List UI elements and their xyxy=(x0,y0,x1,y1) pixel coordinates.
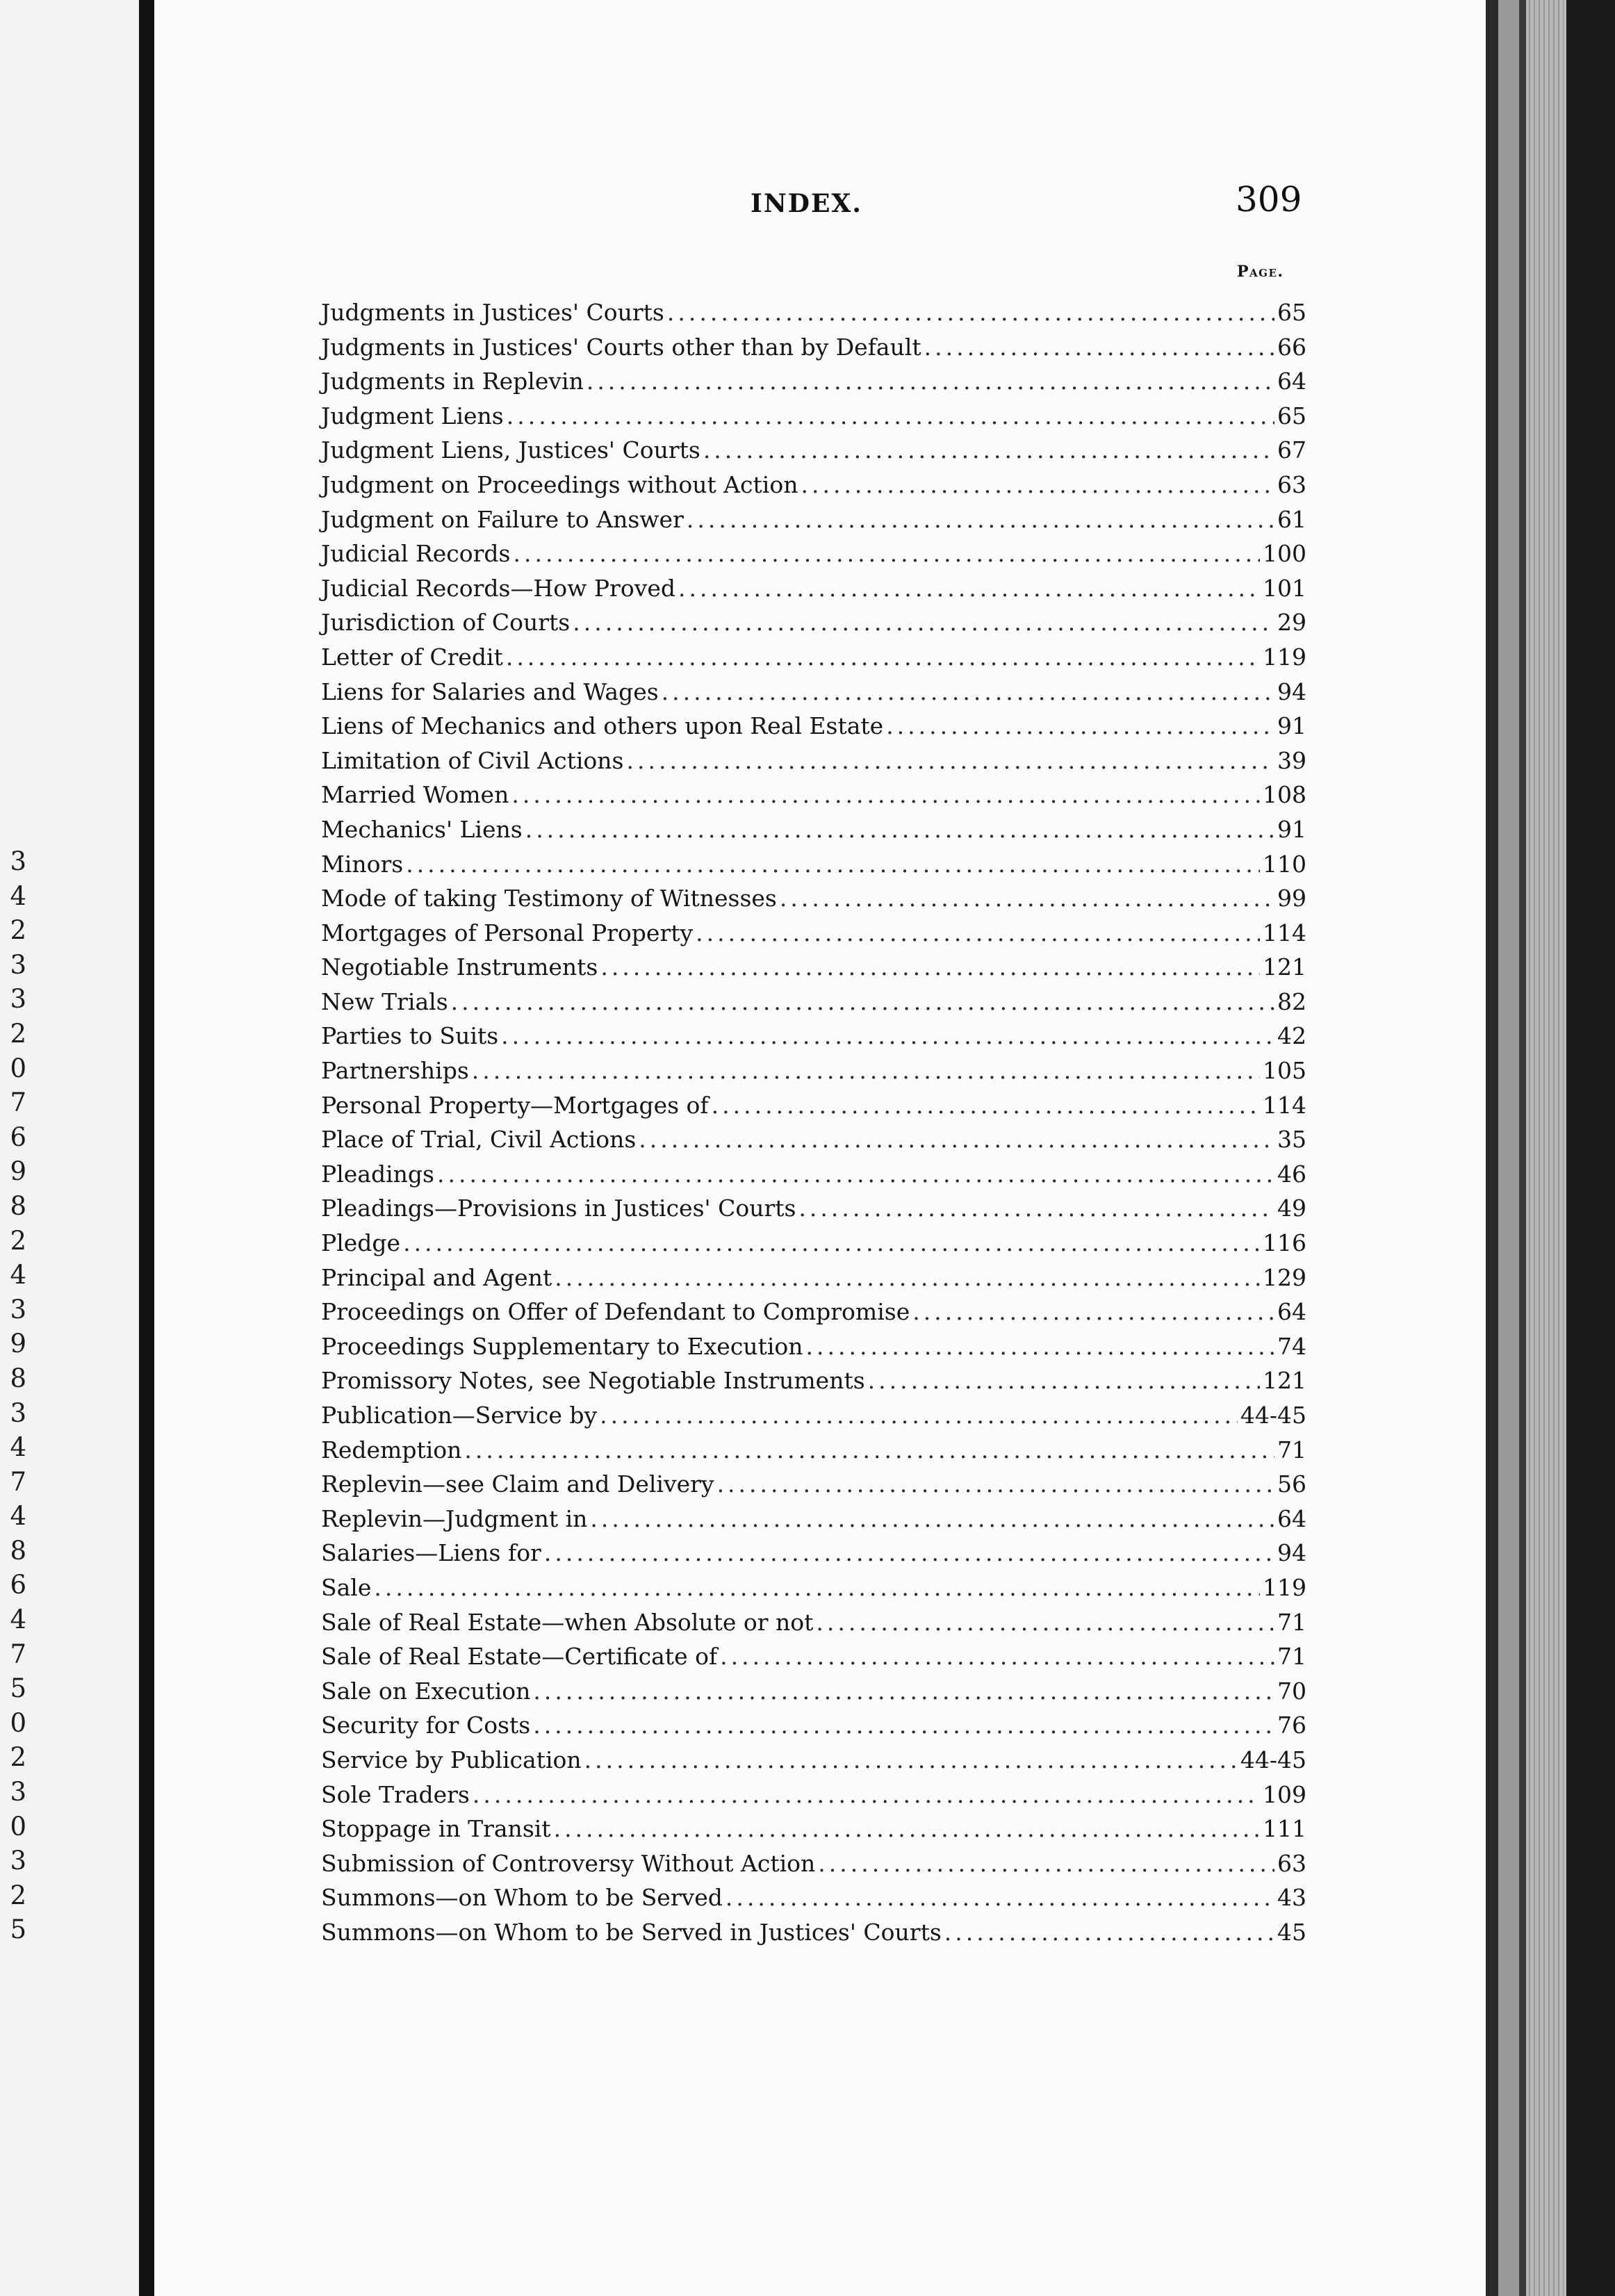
facing-page-number: 6 xyxy=(10,1570,26,1600)
index-entry xyxy=(321,1743,1306,1778)
dot-leader xyxy=(924,330,1274,365)
index-entry xyxy=(321,468,1306,502)
index-entry-label: Judgment on Proceedings without Action xyxy=(321,470,798,498)
index-entry-page: 39 xyxy=(1277,746,1306,774)
index-entry-label: Judgment Liens, Justices' Courts xyxy=(321,436,700,464)
facing-page-number: 3 xyxy=(10,1294,26,1325)
index-entry-page: 66 xyxy=(1277,333,1306,361)
index-entry xyxy=(321,1226,1306,1261)
index-entry-page: 35 xyxy=(1277,1126,1306,1154)
dot-leader xyxy=(818,1846,1274,1881)
index-entry-label: Jurisdiction of Courts xyxy=(321,609,571,637)
index-entry-label: Publication—Service by xyxy=(321,1402,598,1429)
facing-page-numbers xyxy=(0,844,26,2296)
index-entry xyxy=(321,1880,1306,1915)
dot-leader xyxy=(406,847,1260,882)
index-entry-page: 121 xyxy=(1263,953,1306,981)
index-entry xyxy=(321,812,1306,847)
facing-page-number: 6 xyxy=(10,1122,26,1152)
index-entry xyxy=(321,1088,1306,1123)
facing-page-number: 5 xyxy=(10,1914,26,1945)
dot-leader xyxy=(506,640,1260,675)
dot-leader xyxy=(403,1226,1260,1261)
index-entry-label: Sole Traders xyxy=(321,1780,470,1808)
index-entry-label: Submission of Controversy Without Action xyxy=(321,1849,816,1877)
index-entry xyxy=(321,502,1306,537)
index-entry xyxy=(321,916,1306,951)
facing-page-number: 3 xyxy=(10,1397,26,1428)
index-entry-label: Sale on Execution xyxy=(321,1677,531,1705)
dot-leader xyxy=(798,1191,1274,1226)
index-entry-page: 44-45 xyxy=(1240,1402,1306,1429)
index-entry-label: Sale of Real Estate—when Absolute or not xyxy=(321,1608,814,1636)
dot-leader xyxy=(626,744,1274,778)
book-edge xyxy=(1566,0,1615,2296)
index-entry xyxy=(321,1363,1306,1398)
index-entry xyxy=(321,881,1306,916)
facing-page-number: 3 xyxy=(10,1777,26,1807)
index-entry-page: 71 xyxy=(1277,1608,1306,1636)
dot-leader xyxy=(473,1778,1260,1812)
index-entry-label: Mortgages of Personal Property xyxy=(321,919,694,946)
index-entry-label: Personal Property—Mortgages of xyxy=(321,1091,709,1119)
index-entry xyxy=(321,1915,1306,1950)
index-entry-page: 119 xyxy=(1263,643,1306,671)
index-entry-label: Judgment Liens xyxy=(321,402,504,429)
running-head: INDEX. xyxy=(751,189,862,218)
index-entry xyxy=(321,1639,1306,1674)
dot-leader xyxy=(600,1398,1238,1433)
facing-page-number xyxy=(0,2016,26,2051)
dot-leader xyxy=(780,881,1274,916)
index-entry xyxy=(321,1536,1306,1571)
dot-leader xyxy=(533,1708,1274,1743)
dot-leader xyxy=(501,1019,1274,1053)
index-entry-label: Letter of Credit xyxy=(321,643,503,671)
page-stack-lines xyxy=(1529,0,1564,2296)
index-entry-page: 43 xyxy=(1277,1884,1306,1912)
index-entry-label: Judgment on Failure to Answer xyxy=(321,505,684,533)
index-entry-label: Judgments in Replevin xyxy=(321,368,584,395)
facing-page-number: 4 xyxy=(10,1605,26,1635)
book-edge xyxy=(1486,0,1498,2296)
facing-page-number: 9 xyxy=(10,1329,26,1359)
dot-leader xyxy=(912,1295,1274,1329)
dot-leader xyxy=(587,364,1274,399)
dot-leader xyxy=(806,1329,1275,1364)
index-entry-label: Judgments in Justices' Courts xyxy=(321,299,664,326)
index-entry xyxy=(321,985,1306,1019)
index-entry-page: 64 xyxy=(1277,1504,1306,1532)
index-entry-page: 108 xyxy=(1263,781,1306,809)
facing-page-number: 4 xyxy=(10,1432,26,1463)
index-entry xyxy=(321,744,1306,778)
facing-page-number: 2 xyxy=(10,1018,26,1049)
index-entry-page: 94 xyxy=(1277,1539,1306,1567)
index-entry-page: 91 xyxy=(1277,815,1306,843)
index-entry xyxy=(321,1571,1306,1605)
facing-page-number xyxy=(0,2223,26,2258)
index-entry-page: 63 xyxy=(1277,470,1306,498)
index-entry-page: 64 xyxy=(1277,368,1306,395)
index-entry-page: 82 xyxy=(1277,987,1306,1015)
index-entry-label: Summons—on Whom to be Served in Justices' Courts xyxy=(321,1918,942,1946)
index-entry xyxy=(321,605,1306,640)
index-entry-page: 111 xyxy=(1263,1815,1306,1843)
facing-page-number: 8 xyxy=(10,1190,26,1221)
index-entry-page: 70 xyxy=(1277,1677,1306,1705)
dot-leader xyxy=(816,1605,1274,1640)
index-entry-label: Liens of Mechanics and others upon Real Estate xyxy=(321,712,884,740)
index-entry xyxy=(321,778,1306,812)
index-entry xyxy=(321,1157,1306,1192)
index-entry-page: 114 xyxy=(1263,1091,1306,1119)
index-entry xyxy=(321,1605,1306,1640)
facing-page-number: 9 xyxy=(10,1156,26,1187)
dot-leader xyxy=(525,812,1274,847)
index-entry-page: 99 xyxy=(1277,885,1306,912)
index-entry xyxy=(321,1674,1306,1709)
index-entry-label: Mechanics' Liens xyxy=(321,815,523,843)
dot-leader xyxy=(437,1157,1274,1192)
index-entry-page: 74 xyxy=(1277,1332,1306,1360)
facing-page-number: 2 xyxy=(10,1880,26,1910)
index-entry-label: Place of Trial, Civil Actions xyxy=(321,1126,637,1154)
index-entry xyxy=(321,1191,1306,1226)
index-entry xyxy=(321,1708,1306,1743)
index-entry-label: Pleadings—Provisions in Justices' Courts xyxy=(321,1195,796,1222)
index-entry-label: Proceedings on Offer of Defendant to Compromise xyxy=(321,1298,910,1326)
facing-page-number: 3 xyxy=(10,949,26,980)
index-entry xyxy=(321,295,1306,330)
index-entry-page: 64 xyxy=(1277,1298,1306,1326)
dot-leader xyxy=(801,468,1274,502)
index-entry-page: 71 xyxy=(1277,1436,1306,1463)
index-entry xyxy=(321,1467,1306,1502)
dot-leader xyxy=(544,1536,1274,1571)
index-entry-label: Stoppage in Transit xyxy=(321,1815,551,1843)
facing-page-number: 4 xyxy=(10,1501,26,1532)
book-edge xyxy=(1519,0,1526,2296)
index-entry-page: 63 xyxy=(1277,1849,1306,1877)
facing-page-number xyxy=(0,2051,26,2085)
index-entry-page: 94 xyxy=(1277,678,1306,705)
index-entry-label: Proceedings Supplementary to Execution xyxy=(321,1332,803,1360)
index-entry xyxy=(321,950,1306,985)
index-entry xyxy=(321,1502,1306,1536)
dot-leader xyxy=(662,675,1274,710)
index-entry-page: 29 xyxy=(1277,609,1306,637)
dot-leader xyxy=(464,1433,1274,1468)
facing-page-number: 4 xyxy=(10,1260,26,1290)
facing-page-number: 3 xyxy=(10,846,26,876)
index-entry-page: 121 xyxy=(1263,1367,1306,1395)
facing-page-number: 7 xyxy=(10,1088,26,1118)
index-entry-label: Judicial Records xyxy=(321,540,511,568)
index-entry-page: 42 xyxy=(1277,1022,1306,1050)
index-entry-page: 116 xyxy=(1263,1229,1306,1257)
index-entry xyxy=(321,1398,1306,1433)
page-number: 309 xyxy=(1236,179,1302,220)
dot-leader xyxy=(886,709,1274,744)
index-entry-label: Replevin—Judgment in xyxy=(321,1504,588,1532)
book-gutter xyxy=(139,0,154,2296)
dot-leader xyxy=(584,1743,1238,1778)
dot-leader xyxy=(374,1571,1260,1605)
index-entry-page: 49 xyxy=(1277,1195,1306,1222)
index-entry xyxy=(321,330,1306,365)
facing-page-edge xyxy=(0,0,139,2296)
index-entry-label: Pledge xyxy=(321,1229,401,1257)
dot-leader xyxy=(712,1088,1260,1123)
index-entry-label: Parties to Suits xyxy=(321,1022,499,1050)
facing-page-number xyxy=(0,1982,26,2017)
index-entry-label: Judgments in Justices' Courts other than by Default xyxy=(321,333,921,361)
dot-leader xyxy=(720,1639,1274,1674)
facing-page-number: 0 xyxy=(10,1707,26,1738)
index-entry-page: 46 xyxy=(1277,1160,1306,1188)
dot-leader xyxy=(472,1053,1260,1088)
index-entry-label: Married Women xyxy=(321,781,509,809)
dot-leader xyxy=(639,1122,1274,1157)
index-entry-page: 105 xyxy=(1263,1057,1306,1085)
dot-leader xyxy=(696,916,1260,951)
index-entry-page: 76 xyxy=(1277,1712,1306,1739)
dot-leader xyxy=(667,295,1274,330)
index-entry-label: Liens for Salaries and Wages xyxy=(321,678,659,705)
index-entry-page: 101 xyxy=(1263,574,1306,602)
index-entry xyxy=(321,1812,1306,1846)
dot-leader xyxy=(725,1880,1274,1915)
facing-page-number: 0 xyxy=(10,1811,26,1842)
facing-page-number: 4 xyxy=(10,880,26,911)
dot-leader xyxy=(678,571,1260,606)
facing-page-number xyxy=(0,2085,26,2119)
index-entry-page: 45 xyxy=(1277,1918,1306,1946)
index-entry-label: Replevin—see Claim and Delivery xyxy=(321,1470,714,1498)
index-entry xyxy=(321,1261,1306,1295)
index-entry-label: Sale of Real Estate—Certificate of xyxy=(321,1643,718,1671)
index-entry xyxy=(321,847,1306,882)
index-entry-page: 71 xyxy=(1277,1643,1306,1671)
index-entry-page: 65 xyxy=(1277,299,1306,326)
dot-leader xyxy=(511,778,1260,812)
dot-leader xyxy=(507,399,1274,434)
index-entry-label: New Trials xyxy=(321,987,448,1015)
dot-leader xyxy=(573,605,1274,640)
index-entry-label: Service by Publication xyxy=(321,1746,582,1773)
index-entry-page: 91 xyxy=(1277,712,1306,740)
index-entry xyxy=(321,1019,1306,1053)
facing-page-number: 3 xyxy=(10,1846,26,1876)
index-entry-label: Promissory Notes, see Negotiable Instruments xyxy=(321,1367,865,1395)
facing-page-number: 2 xyxy=(10,1742,26,1773)
index-entry-label: Mode of taking Testimony of Witnesses xyxy=(321,885,777,912)
index-entry-label: Partnerships xyxy=(321,1057,469,1085)
index-entry xyxy=(321,1053,1306,1088)
index-entry xyxy=(321,1846,1306,1881)
index-entry-page: 114 xyxy=(1263,919,1306,946)
index-entry xyxy=(321,709,1306,744)
facing-page-number: 0 xyxy=(10,1053,26,1083)
index-entry-page: 110 xyxy=(1263,850,1306,878)
index-entry-label: Limitation of Civil Actions xyxy=(321,746,624,774)
dot-leader xyxy=(600,950,1260,985)
index-entry-page: 44-45 xyxy=(1240,1746,1306,1773)
index-entry-page: 67 xyxy=(1277,436,1306,464)
facing-page-number: 2 xyxy=(10,915,26,946)
index-entry xyxy=(321,399,1306,434)
index-entry xyxy=(321,1433,1306,1468)
dot-leader xyxy=(868,1363,1260,1398)
index-entries xyxy=(321,295,1306,1950)
facing-page-number xyxy=(0,2257,26,2292)
index-entry xyxy=(321,1122,1306,1157)
facing-page-number xyxy=(0,2154,26,2189)
dot-leader xyxy=(451,985,1274,1019)
index-entry-page: 56 xyxy=(1277,1470,1306,1498)
index-entry xyxy=(321,536,1306,571)
dot-leader xyxy=(533,1674,1274,1709)
index-entry-label: Sale xyxy=(321,1573,372,1601)
index-entry-label: Summons—on Whom to be Served xyxy=(321,1884,723,1912)
index-entry-page: 119 xyxy=(1263,1573,1306,1601)
index-entry xyxy=(321,1778,1306,1812)
facing-page-number: 3 xyxy=(10,984,26,1015)
dot-leader xyxy=(555,1261,1260,1295)
index-entry-page: 100 xyxy=(1263,540,1306,568)
dot-leader xyxy=(554,1812,1260,1846)
facing-page-number xyxy=(0,2188,26,2223)
facing-page-number xyxy=(0,2119,26,2154)
index-entry-label: Judicial Records—How Proved xyxy=(321,574,676,602)
index-entry-page: 61 xyxy=(1277,505,1306,533)
page-column-heading: Page. xyxy=(1237,263,1284,281)
facing-page-number xyxy=(0,2292,26,2296)
index-entry-label: Redemption xyxy=(321,1436,462,1463)
index-entry-label: Minors xyxy=(321,850,404,878)
index-entry-label: Principal and Agent xyxy=(321,1263,552,1291)
facing-page-number: 7 xyxy=(10,1639,26,1669)
index-entry-label: Security for Costs xyxy=(321,1712,531,1739)
index-entry xyxy=(321,1329,1306,1364)
dot-leader xyxy=(513,536,1260,571)
index-entry xyxy=(321,1295,1306,1329)
facing-page-number: 5 xyxy=(10,1673,26,1704)
index-entry-label: Salaries—Liens for xyxy=(321,1539,541,1567)
dot-leader xyxy=(687,502,1274,537)
index-entry xyxy=(321,364,1306,399)
book-edge xyxy=(1498,0,1519,2296)
dot-leader xyxy=(590,1502,1274,1536)
index-entry-label: Negotiable Instruments xyxy=(321,953,598,981)
index-entry xyxy=(321,640,1306,675)
facing-page-number: 8 xyxy=(10,1535,26,1566)
index-entry xyxy=(321,675,1306,710)
facing-page-number xyxy=(0,1947,26,1982)
facing-page-number: 8 xyxy=(10,1363,26,1393)
index-entry-page: 109 xyxy=(1263,1780,1306,1808)
dot-leader xyxy=(717,1467,1274,1502)
facing-page-number: 7 xyxy=(10,1466,26,1497)
index-entry-label: Pleadings xyxy=(321,1160,434,1188)
index-entry-page: 65 xyxy=(1277,402,1306,429)
index-entry xyxy=(321,433,1306,468)
facing-page-number: 2 xyxy=(10,1225,26,1256)
index-entry xyxy=(321,571,1306,606)
index-entry-page: 129 xyxy=(1263,1263,1306,1291)
dot-leader xyxy=(703,433,1274,468)
dot-leader xyxy=(944,1915,1274,1950)
